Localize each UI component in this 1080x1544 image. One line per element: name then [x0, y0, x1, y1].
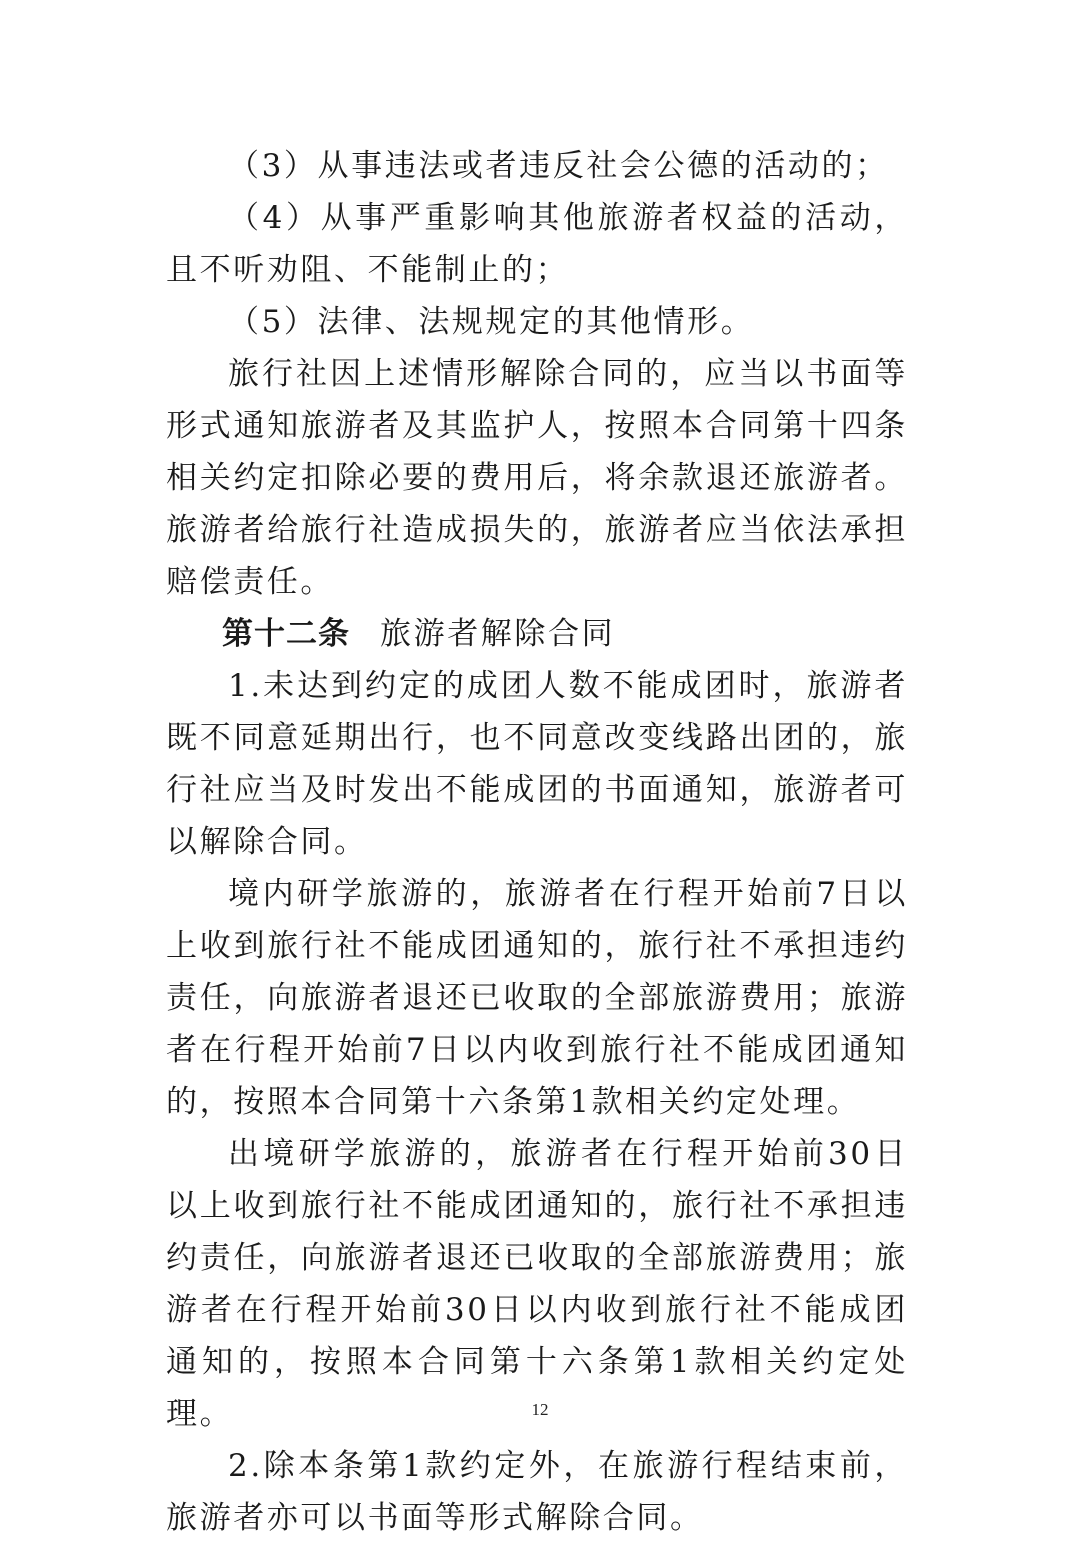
- article-title: 旅游者解除合同: [380, 616, 616, 652]
- list-item-5: （5）法律、法规规定的其他情形。: [228, 304, 755, 340]
- list-item-3: （3）从事违法或者违反社会公德的活动的；: [228, 148, 889, 184]
- article-number: 第十二条: [222, 616, 350, 652]
- article-heading: [166, 608, 908, 660]
- document-page: [166, 140, 908, 1544]
- termination-paragraph: 旅行社因上述情形解除合同的，应当以书面等形式通知旅游者及其监护人，按照本合同第十四条相关约定扣除必要的费用后，将余款退还旅游者。旅游者给旅行社造成损失的，旅游者应当依法承担赔偿责任。: [166, 356, 908, 600]
- page-number: 12: [531, 1400, 549, 1419]
- clause-1: 1.未达到约定的成团人数不能成团时，旅游者既不同意延期出行，也不同意改变线路出团的，旅行社应当及时发出不能成团的书面通知，旅游者可以解除合同。: [166, 668, 908, 860]
- list-item-4: （4）从事严重影响其他旅游者权益的活动，且不听劝阻、不能制止的；: [166, 200, 908, 288]
- domestic-clause: 境内研学旅游的，旅游者在行程开始前7日以上收到旅行社不能成团通知的，旅行社不承担违约责任，向旅游者退还已收取的全部旅游费用；旅游者在行程开始前7日以内收到旅行社不能成团通知的，按照本合同第十六条第1款相关约定处理。: [166, 876, 908, 1120]
- outbound-clause: 出境研学旅游的，旅游者在行程开始前30日以上收到旅行社不能成团通知的，旅行社不承担违约责任，向旅游者退还已收取的全部旅游费用；旅游者在行程开始前30日以内收到旅行社不能成团通知的，按照本合同第十六条第1款相关约定处理。: [166, 1136, 908, 1432]
- clause-2: 2.除本条第1款约定外，在旅游行程结束前，旅游者亦可以书面等形式解除合同。: [166, 1448, 908, 1536]
